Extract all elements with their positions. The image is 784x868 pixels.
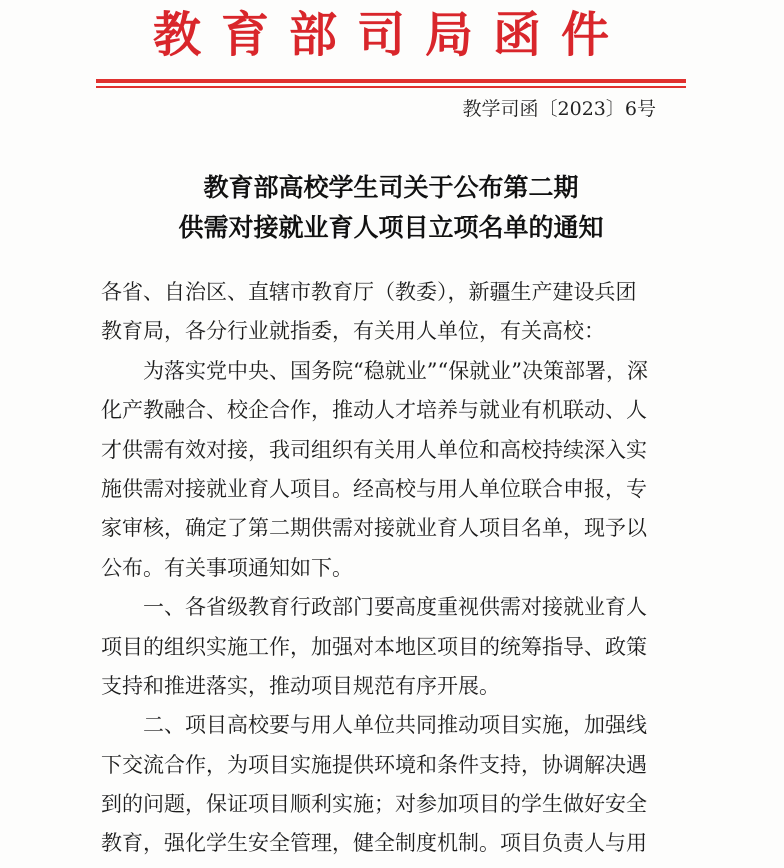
title-line-2: 供需对接就业育人项目立项名单的通知 xyxy=(178,213,604,242)
text-line: 支持和推进落实，推动项目规范有序开展。 xyxy=(101,673,500,698)
item-2-paragraph xyxy=(101,706,681,864)
text-line: 家审核，确定了第二期供需对接就业育人项目名单，现予以 xyxy=(101,516,647,541)
intro-paragraph xyxy=(101,352,681,588)
masthead-rule-thin xyxy=(96,86,686,88)
document-number: 教学司函〔2023〕6号 xyxy=(462,98,656,120)
text-line: 才供需有效对接，我司组织有关用人单位和高校持续深入实 xyxy=(101,437,647,462)
document-title xyxy=(96,168,686,248)
text-line: 到的问题，保证项目顺利实施；对参加项目的学生做好安全 xyxy=(101,792,647,817)
text-line: 教育局，各分行业就指委，有关用人单位，有关高校： xyxy=(101,319,605,344)
text-line: 公布。有关事项通知如下。 xyxy=(101,555,353,580)
masthead-title: 教育部司局函件 xyxy=(152,7,629,63)
text-line: 教育，强化学生安全管理，健全制度机制。项目负责人与用 xyxy=(101,831,647,856)
document-body xyxy=(101,273,681,864)
text-line: 各省、自治区、直辖市教育厅（教委），新疆生产建设兵团 xyxy=(101,280,637,304)
item-1-paragraph xyxy=(101,588,681,706)
text-line: 项目的组织实施工作，加强对本地区项目的统筹指导、政策 xyxy=(101,634,647,659)
masthead-rule-thick xyxy=(96,79,686,83)
text-line: 下交流合作，为项目实施提供环境和条件支持，协调解决遇 xyxy=(101,752,647,777)
title-line-1: 教育部高校学生司关于公布第二期 xyxy=(203,173,579,202)
text-line: 施供需对接就业育人项目。经高校与用人单位联合申报，专 xyxy=(101,476,647,501)
text-line: 一、各省级教育行政部门要高度重视供需对接就业育人 xyxy=(143,595,647,620)
text-line: 为落实党中央、国务院“稳就业”“保就业”决策部署，深 xyxy=(143,358,648,383)
text-line: 二、项目高校要与用人单位共同推动项目实施，加强线 xyxy=(143,713,647,738)
addressee-paragraph xyxy=(101,273,681,352)
text-line: 化产教融合、校企合作，推动人才培养与就业有机联动、人 xyxy=(101,398,647,423)
